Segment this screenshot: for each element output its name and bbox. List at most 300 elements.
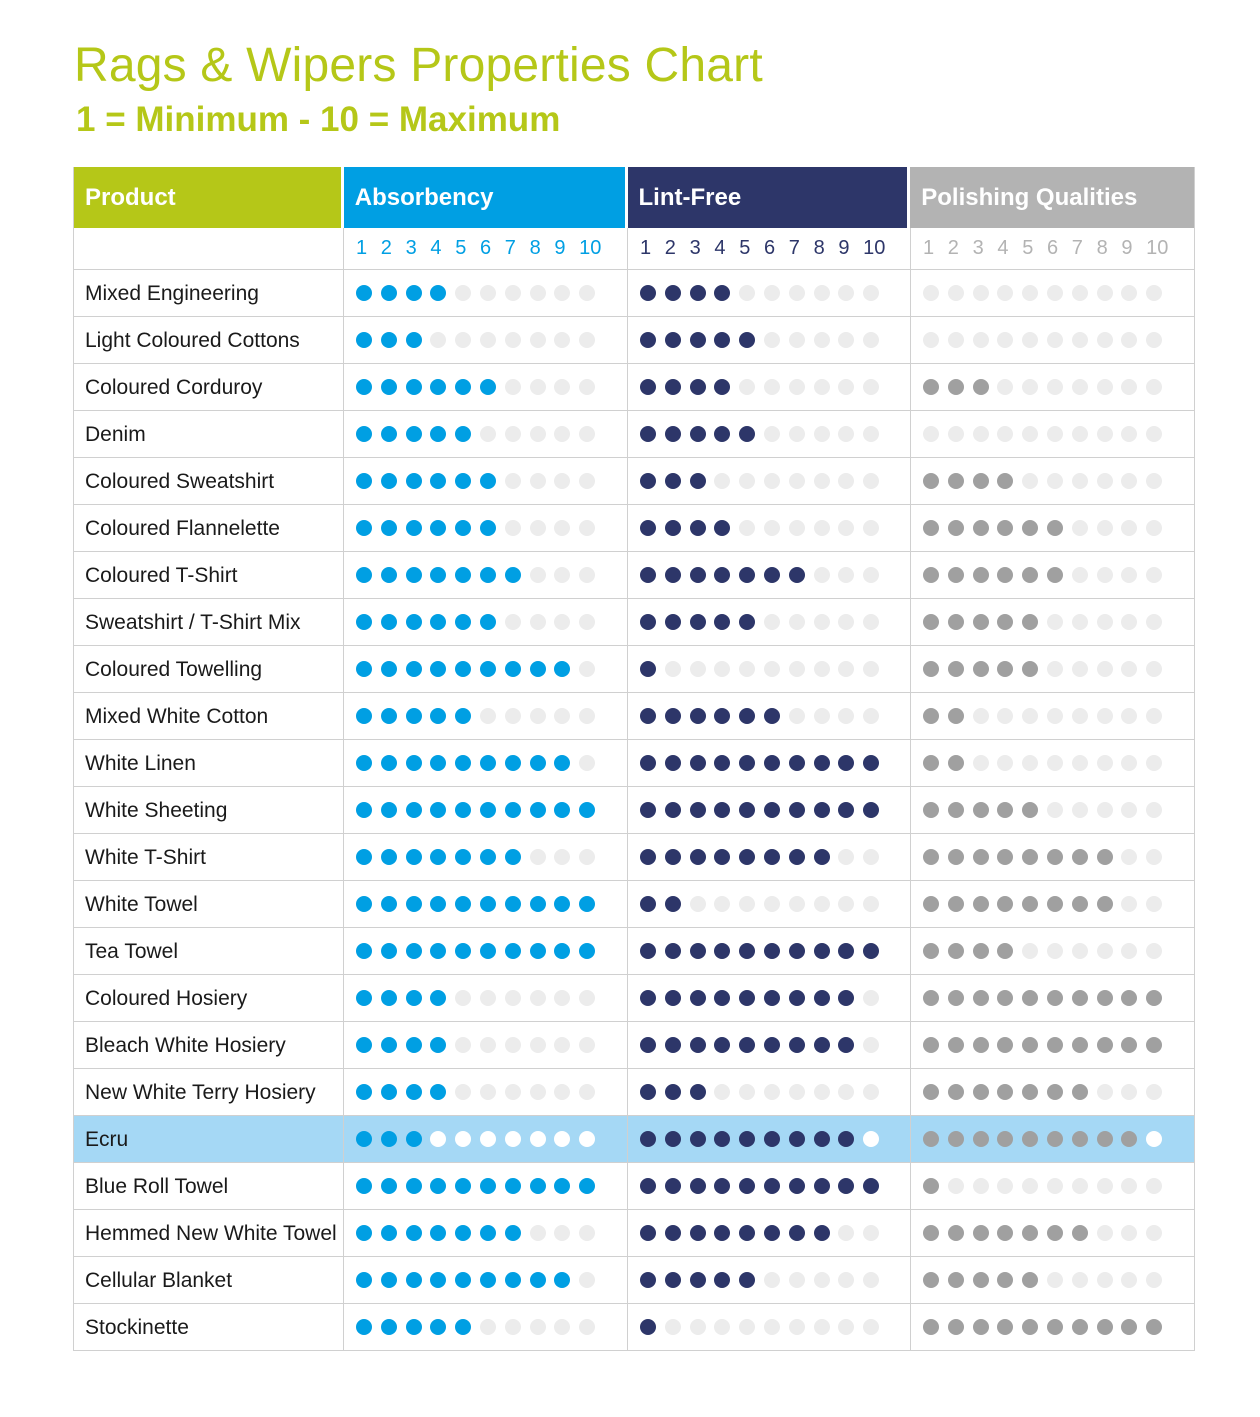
- absorbency-dot-empty: [455, 1037, 471, 1053]
- polishing-dot-filled: [948, 379, 964, 395]
- absorbency-dot-filled: [381, 943, 397, 959]
- absorbency-dot-empty: [554, 332, 570, 348]
- lint-free-dot-empty: [814, 426, 830, 442]
- table-row: [74, 692, 1194, 739]
- polishing-dot-empty: [997, 426, 1013, 442]
- absorbency-dot-empty: [505, 990, 521, 1006]
- absorbency-dot-empty: [579, 426, 595, 442]
- polishing-dot-filled: [997, 661, 1013, 677]
- lint-free-dot-empty: [838, 1084, 854, 1100]
- polishing-rating: [911, 411, 1192, 457]
- lint-free-dot-filled: [739, 567, 755, 583]
- scale-number: 9: [1121, 237, 1133, 259]
- absorbency-dot-filled: [455, 708, 471, 724]
- polishing-dot-empty: [948, 426, 964, 442]
- lint-free-dot-filled: [739, 1225, 755, 1241]
- polishing-dot-filled: [973, 1131, 989, 1147]
- lint-free-dot-filled: [640, 1319, 656, 1335]
- polishing-dot-empty: [1097, 285, 1113, 301]
- scale-number: 6: [1046, 237, 1059, 259]
- scale-number: 7: [788, 237, 800, 259]
- polishing-rating: [911, 270, 1192, 316]
- lint-free-dot-empty: [863, 1037, 879, 1053]
- lint-free-dot-filled: [714, 802, 730, 818]
- absorbency-rating: [344, 1257, 628, 1303]
- absorbency-rating: [344, 1069, 628, 1115]
- absorbency-dot-filled: [530, 943, 546, 959]
- scale-number: 1: [923, 237, 935, 259]
- lint-free-rating: [628, 1022, 911, 1068]
- absorbency-dot-filled: [381, 1178, 397, 1194]
- table-row: [74, 269, 1194, 316]
- table-row: [74, 645, 1194, 692]
- lint-free-dot-filled: [714, 567, 730, 583]
- lint-free-rating: [628, 1304, 911, 1350]
- lint-free-dot-filled: [690, 1084, 706, 1100]
- absorbency-dot-filled: [406, 896, 422, 912]
- absorbency-dot-filled: [455, 1178, 471, 1194]
- polishing-dot-empty: [1121, 379, 1137, 395]
- polishing-dot-filled: [948, 802, 964, 818]
- polishing-dot-empty: [1022, 755, 1038, 771]
- absorbency-dot-empty: [505, 473, 521, 489]
- polishing-dot-filled: [1072, 990, 1088, 1006]
- polishing-dot-filled: [1121, 1131, 1137, 1147]
- lint-free-dot-empty: [764, 1084, 780, 1100]
- lint-free-dot-empty: [814, 473, 830, 489]
- absorbency-dot-filled: [480, 1272, 496, 1288]
- polishing-dot-empty: [948, 1178, 964, 1194]
- lint-free-dot-empty: [714, 896, 730, 912]
- product-cell: [74, 975, 344, 1021]
- lint-free-dot-empty: [739, 520, 755, 536]
- polishing-dot-filled: [997, 520, 1013, 536]
- lint-free-rating: [628, 881, 911, 927]
- polishing-rating: [911, 1116, 1192, 1162]
- lint-free-rating: [628, 1210, 911, 1256]
- lint-free-dot-filled: [739, 708, 755, 724]
- polishing-dot-filled: [1022, 661, 1038, 677]
- absorbency-dot-filled: [455, 614, 471, 630]
- polishing-dot-empty: [1146, 755, 1162, 771]
- absorbency-dot-filled: [480, 1178, 496, 1194]
- polishing-dot-filled: [1121, 1319, 1137, 1335]
- absorbency-rating: [344, 411, 628, 457]
- polishing-rating: [911, 364, 1192, 410]
- polishing-dot-filled: [973, 896, 989, 912]
- lint-free-dot-filled: [690, 332, 706, 348]
- polishing-dot-filled: [1022, 520, 1038, 536]
- lint-free-dot-filled: [814, 1131, 830, 1147]
- absorbency-dot-filled: [356, 896, 372, 912]
- scale-number: 4: [430, 237, 442, 259]
- lint-free-rating: [628, 975, 911, 1021]
- lint-free-dot-empty: [789, 520, 805, 536]
- polishing-dot-filled: [973, 1037, 989, 1053]
- absorbency-dot-empty: [505, 1084, 521, 1100]
- absorbency-dot-filled: [356, 379, 372, 395]
- lint-free-dot-empty: [863, 1084, 879, 1100]
- table-row: [74, 1068, 1194, 1115]
- absorbency-dot-filled: [480, 755, 496, 771]
- polishing-dot-empty: [1047, 473, 1063, 489]
- absorbency-dot-filled: [554, 802, 570, 818]
- absorbency-dot-filled: [480, 896, 496, 912]
- lint-free-rating: [628, 364, 911, 410]
- lint-free-dot-filled: [640, 567, 656, 583]
- absorbency-dot-filled: [530, 661, 546, 677]
- lint-free-dot-empty: [739, 473, 755, 489]
- lint-free-dot-filled: [665, 1178, 681, 1194]
- polishing-dot-empty: [1146, 1131, 1162, 1147]
- absorbency-dot-filled: [356, 1319, 372, 1335]
- absorbency-dot-filled: [505, 802, 521, 818]
- lint-free-dot-filled: [814, 943, 830, 959]
- scale-number: 10: [863, 237, 886, 259]
- absorbency-dot-empty: [455, 1084, 471, 1100]
- product-name: Blue Roll Towel: [85, 1175, 229, 1198]
- polishing-dot-filled: [997, 1037, 1013, 1053]
- lint-free-dot-empty: [863, 896, 879, 912]
- absorbency-rating: [344, 1163, 628, 1209]
- polishing-dot-filled: [997, 473, 1013, 489]
- lint-free-dot-empty: [838, 661, 854, 677]
- lint-free-dot-empty: [838, 520, 854, 536]
- absorbency-dot-empty: [530, 285, 546, 301]
- table-row: [74, 1021, 1194, 1068]
- product-name: White Towel: [85, 893, 198, 916]
- lint-free-dot-filled: [739, 1178, 755, 1194]
- lint-free-dot-empty: [863, 567, 879, 583]
- lint-free-dot-filled: [690, 755, 706, 771]
- polishing-dot-empty: [1121, 1225, 1137, 1241]
- polishing-dot-empty: [973, 1178, 989, 1194]
- lint-free-dot-filled: [665, 567, 681, 583]
- product-name: Tea Towel: [85, 940, 179, 963]
- absorbency-dot-filled: [356, 614, 372, 630]
- chart-title: Rags & Wipers Properties Chart: [74, 39, 763, 92]
- polishing-dot-filled: [923, 849, 939, 865]
- absorbency-dot-filled: [480, 473, 496, 489]
- lint-free-dot-empty: [838, 473, 854, 489]
- lint-free-dot-empty: [764, 520, 780, 536]
- absorbency-dot-filled: [381, 896, 397, 912]
- polishing-dot-filled: [997, 1319, 1013, 1335]
- lint-free-dot-empty: [814, 1084, 830, 1100]
- polishing-dot-filled: [1022, 990, 1038, 1006]
- absorbency-dot-empty: [480, 285, 496, 301]
- polishing-dot-empty: [973, 426, 989, 442]
- polishing-dot-filled: [923, 755, 939, 771]
- absorbency-dot-filled: [530, 896, 546, 912]
- lint-free-dot-filled: [739, 1037, 755, 1053]
- lint-free-dot-empty: [764, 426, 780, 442]
- absorbency-dot-empty: [480, 1037, 496, 1053]
- lint-free-dot-filled: [690, 990, 706, 1006]
- absorbency-dot-empty: [505, 1037, 521, 1053]
- polishing-dot-empty: [1072, 1272, 1088, 1288]
- polishing-dot-filled: [973, 1319, 989, 1335]
- lint-free-dot-filled: [665, 1084, 681, 1100]
- product-cell: [74, 740, 344, 786]
- absorbency-dot-filled: [430, 896, 446, 912]
- lint-free-dot-filled: [665, 755, 681, 771]
- lint-free-dot-filled: [764, 990, 780, 1006]
- polishing-dot-empty: [1121, 426, 1137, 442]
- absorbency-dot-empty: [579, 1037, 595, 1053]
- scale-empty-cell: [74, 228, 344, 269]
- polishing-rating: [911, 1022, 1192, 1068]
- absorbency-dot-empty: [530, 1037, 546, 1053]
- polishing-dot-empty: [1097, 1178, 1113, 1194]
- absorbency-dot-filled: [579, 943, 595, 959]
- absorbency-dot-empty: [554, 708, 570, 724]
- lint-free-dot-empty: [789, 1084, 805, 1100]
- lint-free-dot-empty: [863, 990, 879, 1006]
- polishing-dot-empty: [1097, 379, 1113, 395]
- lint-free-dot-filled: [665, 1225, 681, 1241]
- lint-free-rating: [628, 1163, 911, 1209]
- product-cell: [74, 1304, 344, 1350]
- polishing-dot-empty: [1072, 285, 1088, 301]
- polishing-rating: [911, 1163, 1192, 1209]
- absorbency-dot-filled: [406, 708, 422, 724]
- absorbency-dot-empty: [579, 332, 595, 348]
- absorbency-dot-empty: [579, 567, 595, 583]
- polishing-rating: [911, 1069, 1192, 1115]
- lint-free-dot-empty: [863, 285, 879, 301]
- absorbency-dot-filled: [530, 755, 546, 771]
- absorbency-dot-filled: [505, 567, 521, 583]
- lint-free-dot-filled: [789, 1225, 805, 1241]
- lint-free-dot-filled: [838, 1131, 854, 1147]
- lint-free-dot-filled: [863, 1178, 879, 1194]
- table-row: [74, 833, 1194, 880]
- absorbency-dot-filled: [505, 943, 521, 959]
- polishing-dot-filled: [997, 802, 1013, 818]
- lint-free-rating: [628, 411, 911, 457]
- absorbency-dot-filled: [505, 1272, 521, 1288]
- absorbency-dot-filled: [356, 802, 372, 818]
- polishing-dot-filled: [997, 1225, 1013, 1241]
- lint-free-dot-empty: [739, 1319, 755, 1335]
- lint-free-dot-filled: [838, 755, 854, 771]
- absorbency-dot-filled: [381, 1272, 397, 1288]
- polishing-dot-filled: [923, 1225, 939, 1241]
- absorbency-rating: [344, 928, 628, 974]
- absorbency-dot-filled: [381, 379, 397, 395]
- polishing-dot-filled: [997, 1084, 1013, 1100]
- absorbency-dot-empty: [579, 520, 595, 536]
- absorbency-dot-filled: [430, 567, 446, 583]
- scale-number: 4: [997, 237, 1009, 259]
- lint-free-dot-filled: [640, 1131, 656, 1147]
- table-row: [74, 974, 1194, 1021]
- polishing-dot-filled: [923, 379, 939, 395]
- lint-free-dot-filled: [690, 1037, 706, 1053]
- lint-free-dot-filled: [764, 1178, 780, 1194]
- polishing-dot-empty: [1047, 379, 1063, 395]
- lint-free-rating: [628, 1069, 911, 1115]
- scale-number: 7: [504, 237, 516, 259]
- lint-free-dot-filled: [764, 943, 780, 959]
- polishing-rating: [911, 1210, 1192, 1256]
- absorbency-dot-filled: [430, 755, 446, 771]
- polishing-dot-empty: [1047, 943, 1063, 959]
- absorbency-dot-filled: [356, 943, 372, 959]
- lint-free-dot-empty: [838, 896, 854, 912]
- lint-free-dot-filled: [764, 849, 780, 865]
- lint-free-dot-empty: [838, 567, 854, 583]
- lint-free-dot-filled: [789, 567, 805, 583]
- polishing-dot-filled: [923, 1272, 939, 1288]
- polishing-dot-filled: [1097, 1319, 1113, 1335]
- polishing-dot-filled: [1146, 1037, 1162, 1053]
- scale-number: 5: [739, 237, 751, 259]
- polishing-dot-empty: [1146, 379, 1162, 395]
- lint-free-dot-empty: [739, 661, 755, 677]
- lint-free-dot-empty: [863, 473, 879, 489]
- lint-free-dot-filled: [640, 1084, 656, 1100]
- absorbency-dot-filled: [579, 896, 595, 912]
- lint-free-dot-filled: [714, 708, 730, 724]
- scale-number: 6: [763, 237, 776, 259]
- scale-number: 3: [972, 237, 984, 259]
- lint-free-dot-filled: [690, 1131, 706, 1147]
- polishing-dot-filled: [948, 1037, 964, 1053]
- polishing-dot-filled: [923, 990, 939, 1006]
- absorbency-dot-filled: [505, 1225, 521, 1241]
- polishing-rating: [911, 693, 1192, 739]
- absorbency-dot-filled: [430, 1037, 446, 1053]
- scale-number: 8: [529, 237, 541, 259]
- absorbency-dot-filled: [381, 1037, 397, 1053]
- table-row: [74, 1162, 1194, 1209]
- lint-free-dot-filled: [814, 755, 830, 771]
- absorbency-dot-empty: [430, 332, 446, 348]
- polishing-dot-filled: [923, 661, 939, 677]
- polishing-dot-filled: [1097, 1037, 1113, 1053]
- lint-free-dot-filled: [838, 990, 854, 1006]
- absorbency-dot-empty: [455, 990, 471, 1006]
- polishing-dot-filled: [1097, 849, 1113, 865]
- lint-free-dot-filled: [665, 285, 681, 301]
- absorbency-dot-filled: [480, 661, 496, 677]
- polishing-dot-filled: [1072, 1131, 1088, 1147]
- polishing-dot-empty: [1047, 661, 1063, 677]
- absorbency-dot-filled: [356, 1131, 372, 1147]
- polishing-dot-filled: [923, 708, 939, 724]
- lint-free-rating: [628, 646, 911, 692]
- lint-free-dot-filled: [838, 802, 854, 818]
- polishing-dot-empty: [997, 332, 1013, 348]
- polishing-dot-filled: [1022, 1319, 1038, 1335]
- absorbency-dot-filled: [406, 1131, 422, 1147]
- product-cell: [74, 411, 344, 457]
- lint-free-dot-empty: [838, 614, 854, 630]
- lint-free-dot-filled: [764, 1225, 780, 1241]
- lint-free-dot-empty: [764, 1272, 780, 1288]
- polishing-dot-filled: [1072, 849, 1088, 865]
- lint-free-dot-filled: [640, 520, 656, 536]
- absorbency-dot-filled: [406, 990, 422, 1006]
- polishing-dot-filled: [1047, 1037, 1063, 1053]
- polishing-dot-empty: [997, 708, 1013, 724]
- absorbency-rating: [344, 552, 628, 598]
- lint-free-dot-filled: [665, 990, 681, 1006]
- product-name: White T-Shirt: [85, 846, 206, 869]
- absorbency-rating: [344, 317, 628, 363]
- absorbency-dot-filled: [505, 661, 521, 677]
- scale-number: 10: [1146, 237, 1169, 259]
- product-name: Hemmed New White Towel: [85, 1222, 337, 1245]
- lint-free-dot-empty: [764, 285, 780, 301]
- absorbency-dot-empty: [505, 285, 521, 301]
- absorbency-dot-empty: [554, 1225, 570, 1241]
- polishing-dot-filled: [923, 943, 939, 959]
- lint-free-dot-filled: [739, 1131, 755, 1147]
- lint-free-dot-filled: [838, 943, 854, 959]
- lint-free-dot-empty: [764, 332, 780, 348]
- polishing-dot-filled: [997, 1131, 1013, 1147]
- lint-free-dot-filled: [739, 426, 755, 442]
- lint-free-dot-filled: [739, 943, 755, 959]
- polishing-dot-empty: [1146, 1178, 1162, 1194]
- lint-free-dot-empty: [789, 473, 805, 489]
- lint-free-dot-empty: [838, 426, 854, 442]
- absorbency-dot-filled: [480, 802, 496, 818]
- absorbency-dot-filled: [406, 1037, 422, 1053]
- polishing-dot-empty: [1097, 1272, 1113, 1288]
- absorbency-dot-empty: [480, 708, 496, 724]
- polishing-dot-filled: [1047, 1225, 1063, 1241]
- lint-free-dot-empty: [665, 661, 681, 677]
- absorbency-dot-filled: [356, 1037, 372, 1053]
- lint-free-dot-filled: [764, 1037, 780, 1053]
- lint-free-dot-filled: [665, 379, 681, 395]
- chart-subtitle: 1 = Minimum - 10 = Maximum: [76, 100, 561, 139]
- polishing-rating: [911, 1304, 1192, 1350]
- absorbency-dot-filled: [381, 849, 397, 865]
- polishing-dot-empty: [1146, 473, 1162, 489]
- polishing-dot-empty: [1121, 285, 1137, 301]
- polishing-dot-filled: [973, 1225, 989, 1241]
- lint-free-dot-filled: [640, 943, 656, 959]
- absorbency-dot-filled: [356, 1178, 372, 1194]
- product-cell: [74, 881, 344, 927]
- polishing-dot-empty: [1121, 332, 1137, 348]
- absorbency-dot-filled: [430, 1178, 446, 1194]
- absorbency-dot-filled: [554, 1178, 570, 1194]
- polishing-dot-filled: [948, 896, 964, 912]
- absorbency-dot-filled: [455, 520, 471, 536]
- lint-free-dot-filled: [640, 1225, 656, 1241]
- polishing-dot-empty: [1022, 473, 1038, 489]
- lint-free-rating: [628, 1257, 911, 1303]
- absorbency-dot-filled: [430, 614, 446, 630]
- absorbency-dot-filled: [381, 1225, 397, 1241]
- lint-free-dot-empty: [764, 896, 780, 912]
- lint-free-dot-empty: [764, 614, 780, 630]
- polishing-dot-empty: [923, 426, 939, 442]
- absorbency-dot-empty: [554, 473, 570, 489]
- polishing-dot-filled: [1072, 1225, 1088, 1241]
- table-header-row: [74, 167, 1194, 228]
- scale-number: 9: [838, 237, 850, 259]
- absorbency-dot-filled: [356, 285, 372, 301]
- lint-free-dot-filled: [640, 661, 656, 677]
- scale-number: 9: [554, 237, 566, 259]
